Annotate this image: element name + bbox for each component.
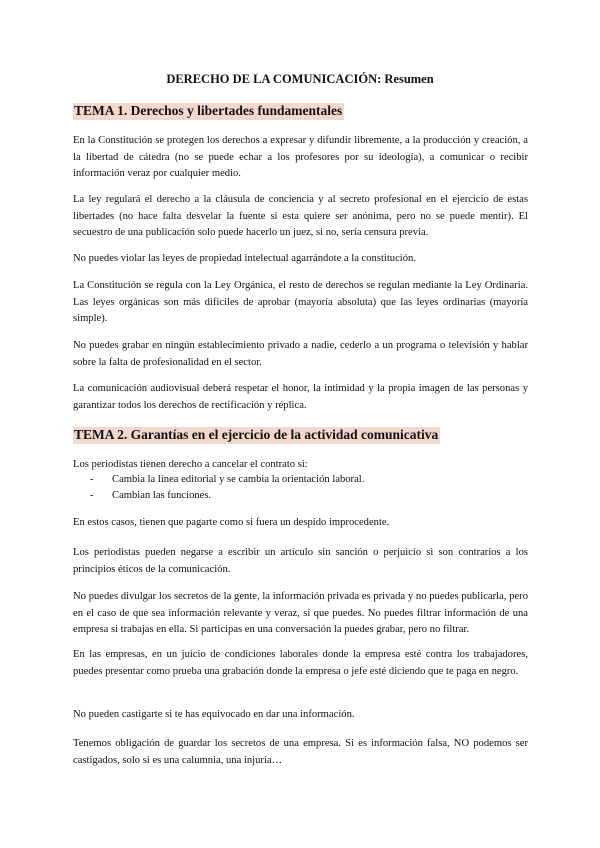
paragraph: No puedes grabar en ningún establecimiento privado a nadie, cederlo a un programa o televisión y hablar sobre la falta de profesionalidad en el sector. — [73, 340, 528, 368]
paragraph: Tenemos obligación de guardar los secretos de una empresa. Si es información falsa, NO podemos ser castigados, solo si es una calumnia, una injuria… — [73, 738, 528, 766]
list-item — [73, 488, 528, 504]
paragraph: No puedes divulgar los secretos de la gente, la información privada es privada y no puedes publicarla, pero en el caso de que sea información relevante y veraz, sí que puedes. No puedes filtrar información de una empresa si trabajas en ella. Si participas en una conversación la puedes grabar, pero no filtrar. — [73, 591, 528, 635]
bullet-intro: Los periodistas tienen derecho a cancelar el contrato si: — [73, 459, 308, 470]
list-item-text: Cambia la línea editorial y se cambia la orientación laboral. — [112, 474, 365, 485]
paragraph: La comunicación audiovisual deberá respetar el honor, la intimidad y la propia imagen de las personas y garantizar todos los derechos de rectificación y réplica. — [73, 383, 528, 411]
paragraph: La Constitución se regula con la Ley Orgánica, el resto de derechos se regulan mediante la Ley Ordinaria. Las leyes orgánicas son más difíciles de aprobar (mayoría absoluta) que las leyes ordinarias (mayoría simple). — [73, 280, 528, 324]
paragraph: Los periodistas pueden negarse a escribir un artículo sin sanción o perjuicio si son contrarios a los principios éticos de la comunicación. — [73, 547, 528, 575]
bullet-dash: - — [90, 474, 94, 485]
bullet-list — [73, 472, 528, 504]
paragraph: En estos casos, tienen que pagarte como si fuera un despido improcedente. — [73, 517, 390, 528]
document-title: DERECHO DE LA COMUNICACIÓN: Resumen — [166, 72, 434, 86]
paragraph: La ley regulará el derecho a la cláusula de conciencia y al secreto profesional en el ejercicio de estas libertades (no hace falta desvelar la fuente si esta quiere ser anónima, pero no se puede mentir). El secuestro de una publicación solo puede hacerlo un juez, si no, sería censura previa. — [73, 194, 528, 238]
list-item-text: Cambian las funciones. — [112, 490, 212, 501]
section-heading-tema-2: TEMA 2. Garantías en el ejercicio de la actividad comunicativa — [74, 427, 439, 442]
paragraph: No puedes violar las leyes de propiedad intelectual agarrándote a la constitución. — [73, 253, 416, 264]
bullet-dash: - — [90, 490, 94, 501]
paragraph: No pueden castigarte si te has equivocado en dar una información. — [73, 709, 355, 720]
paragraph: En las empresas, en un juicio de condiciones laborales donde la empresa esté contra los trabajadores, puedes presentar como prueba una grabación donde la empresa o jefe esté diciendo que te paga en negro. — [73, 649, 528, 677]
paragraph: En la Constitución se protegen los derechos a expresar y difundir libremente, a la producción y creación, a la libertad de cátedra (no se puede echar a los profesores por su ideología), a comunicar o recibir información veraz por cualquier medio. — [73, 135, 528, 179]
list-item — [73, 472, 528, 488]
section-heading-tema-1: TEMA 1. Derechos y libertades fundamentales — [74, 103, 343, 118]
